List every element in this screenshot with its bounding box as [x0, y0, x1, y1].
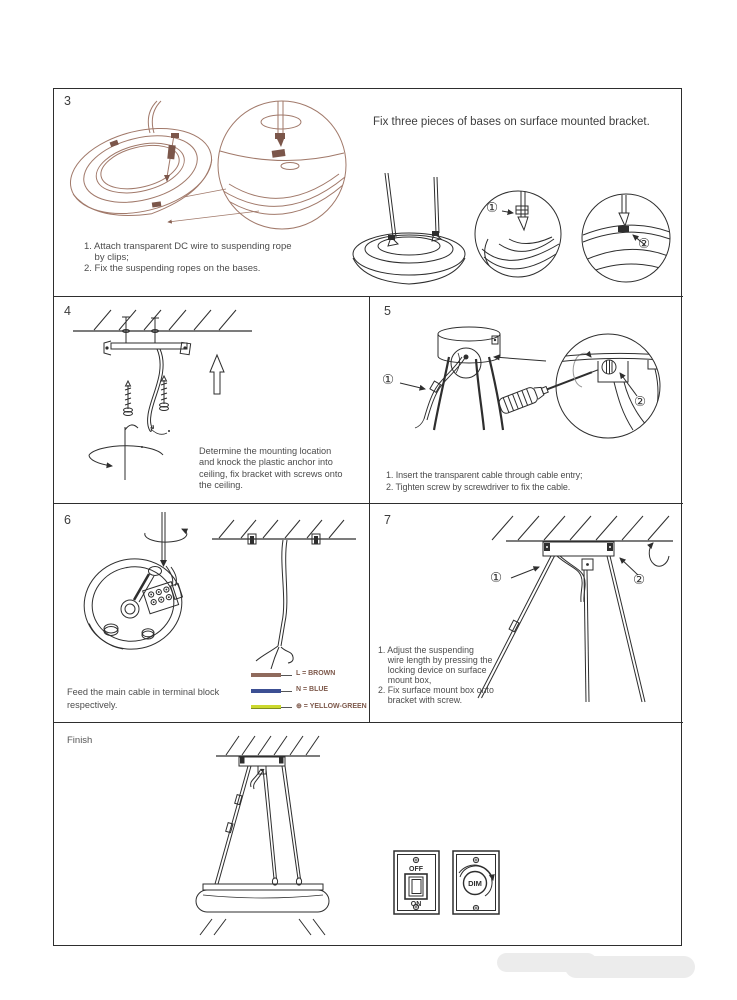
- step-number: 6: [64, 513, 71, 527]
- surface-mount-box: [543, 542, 614, 570]
- wire-swatch-yellow-green: [251, 705, 281, 709]
- pointer-arrow: [494, 357, 546, 361]
- ceiling-with-cable: [212, 520, 356, 669]
- step3-title: Fix three pieces of bases on surface mounted bracket.: [373, 116, 650, 128]
- legend-label: N = BLUE: [296, 686, 329, 693]
- base-with-suspension-rods: [353, 173, 465, 284]
- step3-instructions: [84, 241, 292, 274]
- callout-2-label: ②: [633, 572, 646, 587]
- hanging-cable: [148, 349, 170, 434]
- instruction-line: 1. Attach transparent DC wire to suspending rope: [84, 241, 292, 252]
- terminal-box: [76, 550, 191, 658]
- light-rays: [200, 919, 325, 935]
- instruction-line: mount box,: [378, 675, 432, 685]
- finish-label: Finish: [67, 735, 93, 746]
- watermark-smudge: [565, 956, 695, 978]
- callout-1-arrow: [400, 383, 425, 389]
- legend-label: L = BROWN: [296, 670, 336, 677]
- step-number: 3: [64, 94, 71, 108]
- wire-swatch-tail: [281, 691, 292, 693]
- instruction-line: the ceiling.: [199, 479, 243, 490]
- wire-swatch-brown: [251, 673, 281, 677]
- screwdriver-icon: [498, 362, 602, 415]
- surface-mount-box: [239, 757, 285, 774]
- step4-instructions: [199, 446, 342, 491]
- toggle-switch: [405, 874, 427, 899]
- callout-1-label: ①: [486, 200, 499, 215]
- callout-1-label: ①: [490, 570, 503, 585]
- step7-instructions: [378, 645, 494, 705]
- magnified-screw-detail: [556, 334, 662, 438]
- mounting-bracket: [104, 341, 191, 355]
- step-7-panel: [370, 504, 683, 723]
- ceiling-hatching: [94, 310, 236, 330]
- instruction-line: Feed the main cable in terminal block: [67, 687, 220, 697]
- step-number: 4: [64, 304, 71, 318]
- finish-panel: [54, 723, 683, 944]
- instruction-line: 2. Tighten screw by screwdriver to fix the cable.: [386, 482, 571, 492]
- step-3-panel: [54, 89, 683, 297]
- screws: [124, 376, 169, 416]
- step6-instructions: [67, 686, 219, 712]
- step-number: 7: [384, 513, 391, 527]
- ceiling-hatching: [492, 516, 669, 540]
- suspension-wires: [478, 556, 645, 702]
- callout-2-label: ②: [638, 236, 651, 251]
- instruction-line: ceiling, fix bracket with screws onto: [199, 468, 343, 479]
- switch-off-label: OFF: [409, 866, 423, 873]
- step-4-panel: [54, 297, 370, 504]
- step-5-panel: [370, 297, 683, 504]
- lamp-body: [196, 884, 329, 912]
- suspension-wires: [215, 766, 302, 885]
- plastic-anchors: [122, 317, 159, 343]
- rotation-arrow-icon: [89, 425, 163, 480]
- wire-swatch-tail: [281, 707, 292, 709]
- instruction-line: bracket with screw.: [378, 695, 463, 705]
- wire-color-legend: [251, 670, 381, 718]
- dimmer-label: DIM: [468, 879, 482, 888]
- ceiling-hatching: [226, 736, 319, 755]
- wire-swatch-tail: [281, 675, 292, 677]
- instruction-line: 2. Fix the suspending ropes on the bases.: [84, 263, 261, 274]
- legend-row-brown: [251, 670, 381, 686]
- detail-circle-rope-end: [582, 194, 670, 282]
- base-ring-sepia-drawing: [61, 101, 259, 231]
- legend-label: ⊕ = YELLOW-GREEN: [296, 703, 367, 710]
- suspension-legs: [434, 357, 503, 430]
- cable-curve: [557, 556, 585, 602]
- instruction-line: by clips;: [84, 252, 129, 263]
- rotation-arrow-icon: [649, 543, 669, 566]
- instruction-line: respectively.: [67, 700, 118, 710]
- instruction-line: 1. Insert the transparent cable through cable entry;: [386, 470, 583, 480]
- callout-1-arrow: [511, 567, 539, 578]
- up-arrow-icon: [210, 355, 224, 394]
- legend-row-blue: [251, 686, 381, 702]
- instruction-line: and knock the plastic anchor into: [199, 457, 333, 468]
- instruction-line: 1. Adjust the suspending: [378, 645, 474, 655]
- magnified-detail-sepia: [218, 97, 346, 229]
- callout-2-label: ②: [634, 394, 647, 409]
- switch-on-label: ON: [410, 901, 422, 908]
- callout-1-label: ①: [382, 372, 395, 387]
- legend-row-yellow-green: [251, 702, 381, 718]
- rotation-arrow-icon: [145, 512, 187, 567]
- instruction-line: locking device on surface: [378, 665, 487, 675]
- instruction-line: Determine the mounting location: [199, 446, 332, 456]
- step-6-panel: [54, 504, 370, 723]
- wire-swatch-blue: [251, 689, 281, 693]
- step5-instructions: [386, 469, 582, 493]
- step-number: 5: [384, 304, 391, 318]
- transparent-cable: [415, 357, 465, 428]
- instruction-frame: [53, 88, 682, 946]
- instruction-line: 2. Fix surface mount box onto: [378, 685, 494, 695]
- rotation-arc-icon: [573, 353, 591, 387]
- finish-illustration: [54, 723, 681, 942]
- instruction-line: wire length by pressing the: [378, 655, 493, 665]
